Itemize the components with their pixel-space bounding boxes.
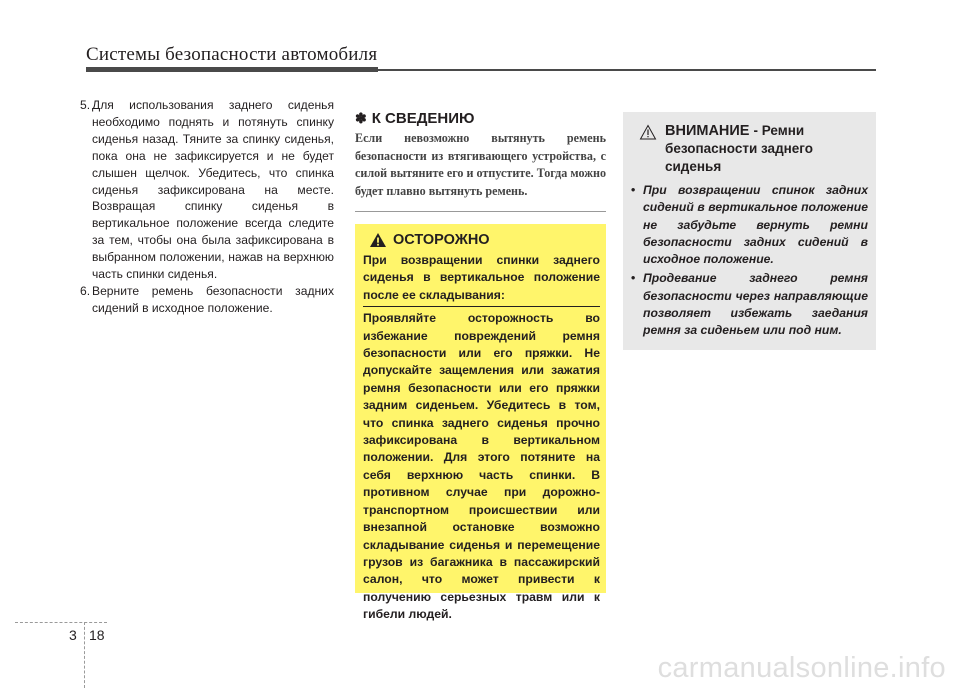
footer-vertical-divider [84, 622, 85, 688]
step-text: Верните ремень безопасности задних сидений в исходное положение. [92, 283, 334, 315]
watermark: carmanualsonline.info [657, 652, 946, 684]
warning-title: ОСТОРОЖНО [393, 232, 490, 248]
asterisk-icon: ✽ [355, 110, 367, 126]
step-item [80, 283, 334, 317]
chapter-number: 3 [69, 627, 77, 643]
header-rule-thin [378, 69, 876, 71]
warning-text: Проявляйте осторожность во избежание повреждений ремня безопасности или его пряжки. Не допускайте защемления или зажатия ремня безопасности или его пряжки задним сиденьем. Убедитесь в том, что спинка заднего сиденья прочно зафиксирована в вертикальном положении. Для этого потяните на себя верхнюю часть спинки. В противном случае при дорожно-транспортном происшествии или внезапной остановке возможно складывание сиденья и перемещение грузов из багажника в пассажирский салон, что может привести к получению серьезных травм или к гибели людей. [363, 311, 600, 622]
caution-bullet: • Продевание заднего ремня безопасности через направляющие позволяет избежать заедания ремня за сиденьем или под ним. [631, 270, 868, 339]
info-divider [355, 211, 606, 212]
caution-title: ВНИМАНИЕ [665, 123, 750, 139]
caution-title-block [665, 122, 868, 176]
info-note [355, 110, 606, 200]
info-title: К СВЕДЕНИЮ [371, 110, 475, 127]
step-item [80, 97, 334, 283]
warning-box [355, 224, 606, 622]
info-title-row [355, 110, 606, 127]
caution-bullet-text: При возвращении спинок задних сидений в вертикальное положение не забудьте вернуть ремни безопасности задних сидений в исходное положение. [643, 183, 868, 267]
caution-subtitle: - Ремни безопасности заднего сиденья [665, 123, 813, 174]
step-number: 5. [80, 98, 91, 112]
warning-intro: При возвращении спинки заднего сиденья в вертикальное положение после ее складывания: [363, 252, 600, 307]
step-number: 6. [80, 283, 91, 298]
page-number: 18 [89, 627, 105, 643]
caution-header [639, 122, 868, 176]
caution-bullet-text: Продевание заднего ремня безопасности через направляющие позволяет избежать заедания ремня за сиденьем или под ним. [643, 271, 868, 338]
warning-header [369, 232, 600, 248]
header-rule-thick [86, 67, 378, 72]
caution-triangle-icon [639, 124, 657, 140]
caution-bullet: • При возвращении спинок задних сидений в вертикальное положение не забудьте вернуть ремни безопасности задних сидений в исходное положение. [631, 182, 868, 268]
warning-triangle-icon [369, 232, 387, 248]
caution-box [623, 112, 876, 350]
step-text: Для использования заднего сиденья необходимо поднять и потянуть спинку сиденья назад. Тяните за спинку сиденья, пока она не зафиксируется и не будет слышен щелчок. Убедитесь, что спинка сиденья зафиксирована на месте. Возвращая спинку сиденья в вертикальное положение всегда следите за тем, чтобы она была зафиксирована в выбранном положении, нажав на верхнюю часть спинки сиденья. [92, 98, 334, 282]
page-header-title: Системы безопасности автомобиля [86, 44, 378, 65]
info-text: Если невозможно вытянуть ремень безопасности из втягивающего устройства, с силой вытяните его и отпустите. Тогда можно будет плавно вытянуть ремень. [355, 131, 606, 198]
footer-divider [15, 622, 107, 623]
instructions-column [80, 97, 334, 317]
